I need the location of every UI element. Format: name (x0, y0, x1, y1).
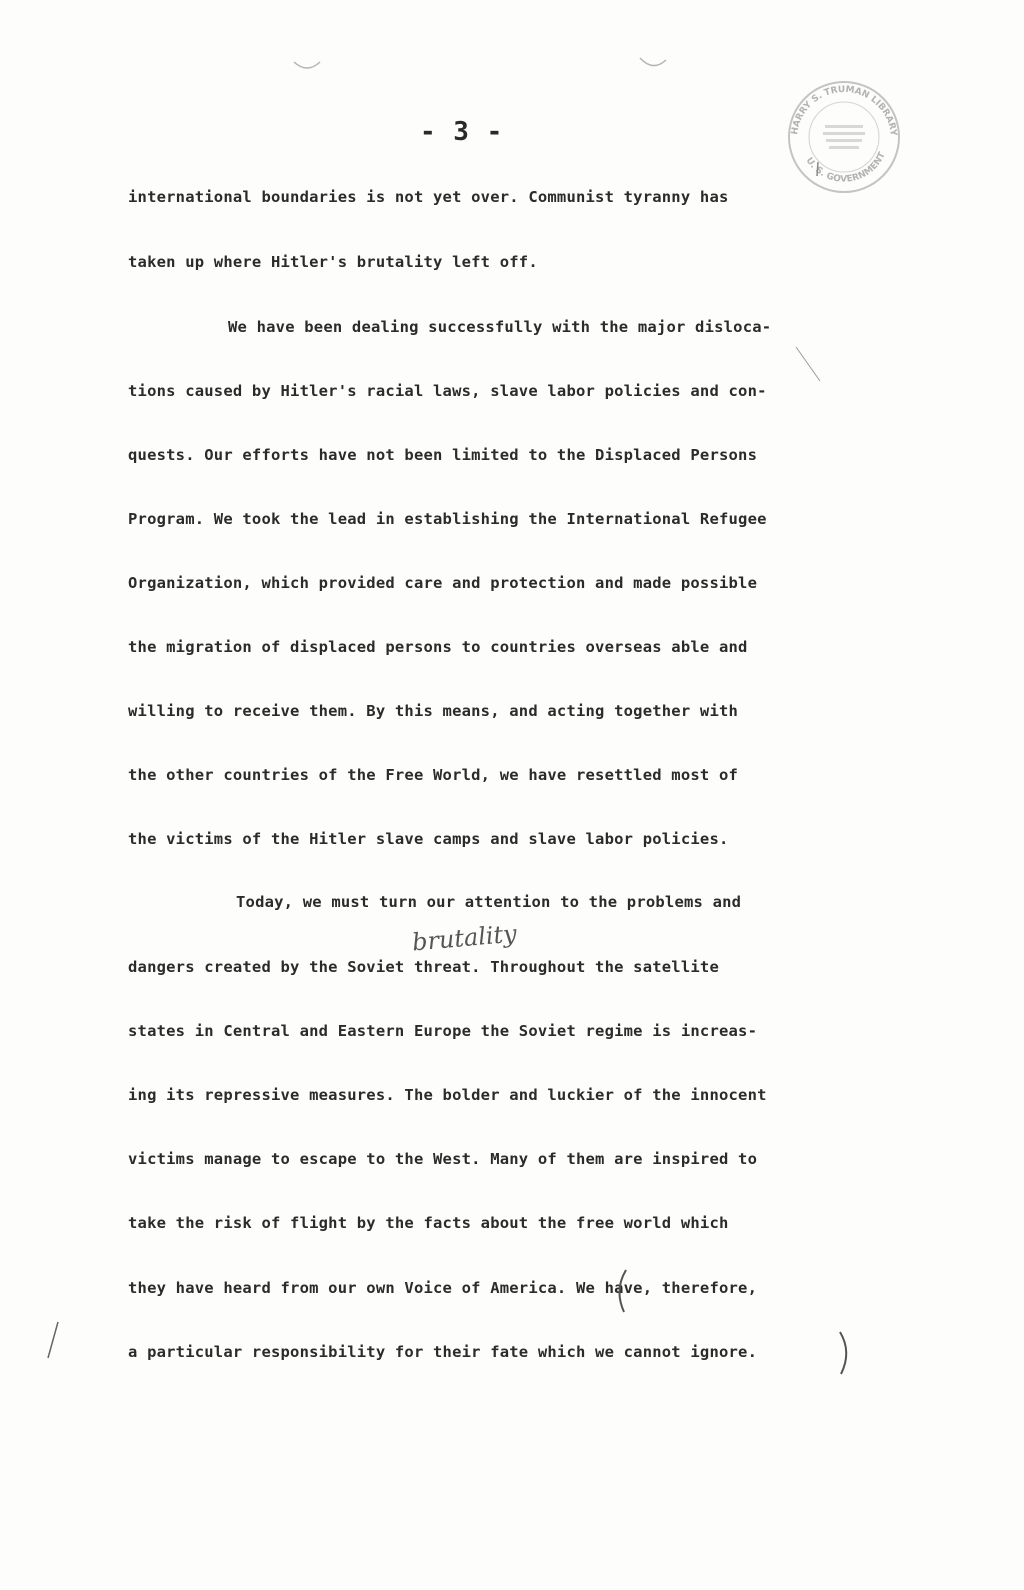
archive-stamp (781, 77, 907, 195)
stamp-top-text: HARRY S. TRUMAN LIBRARY (790, 84, 898, 137)
binding-mark-right (638, 54, 668, 72)
text-line: quests. Our efforts have not been limited to the Displaced Persons (128, 446, 758, 464)
pencil-tick-mark (794, 345, 824, 385)
text-line: states in Central and Eastern Europe the Soviet regime is increas- (128, 1022, 758, 1040)
text-line: tions caused by Hitler's racial laws, slave labor policies and con- (128, 382, 767, 400)
text-line: Organization, which provided care and protection and made possible (128, 574, 758, 592)
margin-slash-mark (44, 1320, 64, 1360)
text-line: the victims of the Hitler slave camps and slave labor policies. (128, 830, 729, 848)
text-line: a particular responsibility for their fate which we cannot ignore. (128, 1343, 758, 1361)
text-line: they have heard from our own Voice of America. We have, therefore, (128, 1279, 758, 1297)
binding-mark-left (292, 58, 322, 74)
text-line: take the risk of flight by the facts about the free world which (128, 1214, 729, 1232)
text-line: dangers created by the Soviet threat. Throughout the satellite (128, 958, 719, 976)
text-line: taken up where Hitler's brutality left off. (128, 253, 538, 271)
text-line: ing its repressive measures. The bolder and luckier of the innocent (128, 1086, 767, 1104)
text-line: international boundaries is not yet over. Communist tyranny has (128, 188, 729, 206)
text-line: We have been dealing successfully with the major disloca- (228, 318, 772, 336)
text-line: the migration of displaced persons to countries overseas able and (128, 638, 748, 656)
stamp-tick-mark (812, 160, 824, 180)
svg-text:HARRY S. TRUMAN LIBRARY (790, 85, 898, 137)
open-bracket-mark (612, 1268, 630, 1314)
handwritten-annotation: brutality (410, 919, 518, 957)
text-line: the other countries of the Free World, we have resettled most of (128, 766, 739, 784)
text-line: willing to receive them. By this means, and acting together with (128, 702, 739, 720)
text-line: Today, we must turn our attention to the problems and (236, 893, 742, 911)
page-number: - 3 - (420, 117, 504, 147)
close-bracket-mark (836, 1330, 854, 1376)
text-line: victims manage to escape to the West. Many of them are inspired to (128, 1150, 758, 1168)
text-line: Program. We took the lead in establishing the International Refugee (128, 510, 767, 528)
stamp-bottom-text: U. S. GOVERNMENT (803, 150, 888, 185)
